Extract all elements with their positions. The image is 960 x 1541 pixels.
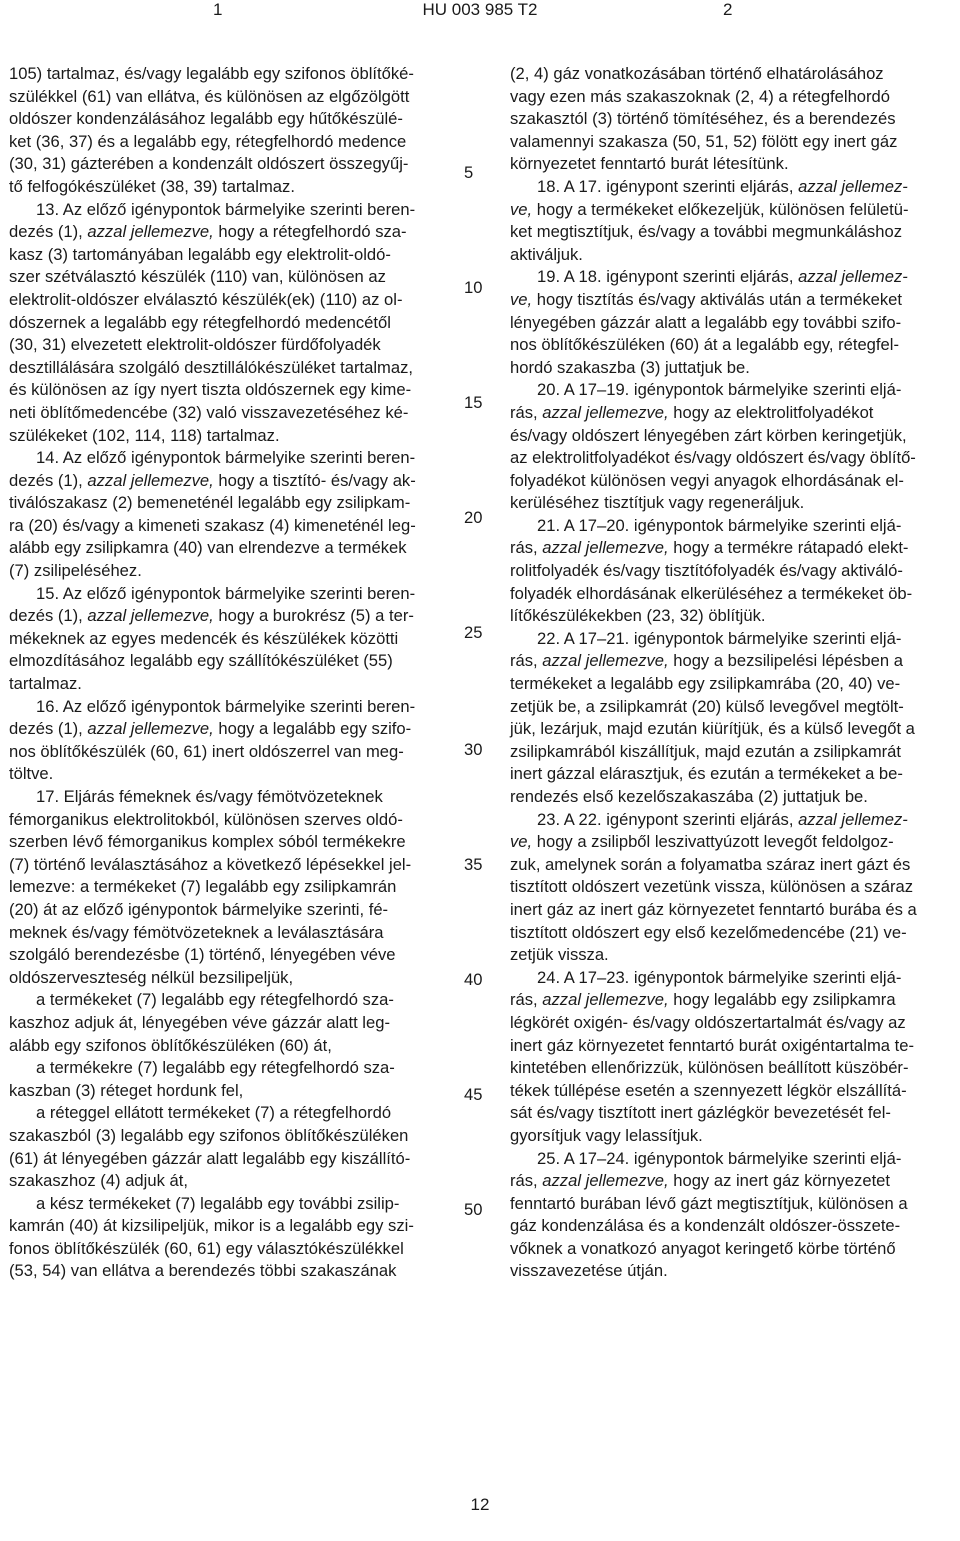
paragraph-text: 24. A 17–23. igénypontok bármelyike szerinti eljá- rás, [510,967,902,1010]
paragraph [9,199,449,448]
paragraph-text: hogy a tisztító- és/vagy ak- tiválószakasz (2) bemeneténél legalább egy zsilipkam- ra (20) és/vagy a kimeneti szakasz (4) kimeneténél leg- alább egy zsilipkamra (40) van elrendezve a termékek (7) zsilipeléséhez. [9,470,416,581]
line-number: 5 [464,163,474,182]
line-number: 50 [464,1200,483,1219]
line-number: 45 [464,1085,483,1104]
paragraph-text: 17. Eljárás fémeknek és/vagy fémötvözeteknek fémorganikus elektrolitokból, különösen szerves oldó- szerben lévő fémorganikus komplex sóból termékekre (7) történő leválasztásához a következő lépésekkel jel- lemezve: a termékeket (7) legalább egy zsilipkamrán (20) át az előző igénypontok bármelyike szerinti, fé- meknek és/vagy fémötvözeteknek a leválasztására szolgáló berendezésbe (1) történő, lényegében véve oldószerveszteség nélkül bezsilipeljük, [9,787,412,987]
paragraph-text: 13. Az előző igénypontok bármelyike szerinti beren- dezés (1), [9,199,416,242]
paragraph-text: 105) tartalmaz, és/vagy legalább egy szifonos öblítőké- szülékkel (61) van ellátva, és különösen az elgőzölgött oldószer kondenzálásához legalább egy hűtőkészülé- ket (36, 37) és a legalább egy, rétegfelhordó medence (30, 31) gázterében a kondenzált oldószert összegyűj- tő felfogókészüléket (38, 39) tartalmaz. [9,64,414,196]
claim-characterizing-phrase: azzal jellemezve, [542,990,669,1010]
paragraph-text: 18. A 17. igénypont szerinti eljárás, [537,176,799,196]
paragraph-text: 14. Az előző igénypontok bármelyike szerinti beren- dezés (1), [9,448,416,490]
line-number: 20 [464,508,483,527]
paragraph-text: 22. A 17–21. igénypontok bármelyike szerinti eljá- rás, [510,628,902,671]
paragraph-text: hogy a termékeket előkezeljük, különösen felületü- ket megtisztítjuk, és/vagy a további megmunkáláshoz aktiváljuk. [510,199,909,264]
paragraph-text: hogy a rétegfelhordó sza- kasz (3) tartományában legalább egy elektrolit-oldó- szer szétválasztó készülék (110) van, különösen az elektrolit-oldószer elválasztó készülék(ek) (110) az ol- dószernek a legalább egy rétegfelhordó medencétől (30, 31) elvezetett elektrolit-oldószer fürdőfolyadék desztillálására szolgáló desztillálókészüléket tartalmaz, és különösen az így nyert tiszta oldószernek egy kime- neti öblítőmedencébe (32) való visszavezetéséhez ké- szülékeket (102, 114, 118) tartalmaz. [9,222,413,445]
paragraph [510,628,955,809]
paragraph-text: hogy a bezsilipelési lépésben a termékeket a legalább egy zsilipkamrába (20, 40) ve- zetjük be, a zsilipkamrát (20) külső levegővel megtölt- jük, lezárjuk, majd ezután kiürítjük, és a külső levegőt a zsilipkamrából kiszállítjuk, majd ezután a zsilipkamrát inert gázzal elárasztjuk, és ezután a termékeket a be- rendezés első kezelőszakaszába (2) juttatjuk be. [510,651,915,806]
paragraph [9,696,449,786]
paragraph-text: 21. A 17–20. igénypontok bármelyike szerinti eljá- rás, [510,515,902,558]
paragraph [510,515,955,628]
paragraph-text: hogy a legalább egy szifo- nos öblítőkészülék (60, 61) inert oldószerrel van meg- töltve. [9,719,412,784]
paragraph [510,1148,955,1284]
paragraph-text: hogy a zsilipből leszivattyúzott levegőt feldolgoz- zuk, amelynek során a folyamatba száraz inert gázt és tisztított oldószert vezetünk vissza, különösen a száraz inert gáz az inert gáz környezetet fenntartó burába és a tisztított oldószert egy első kezelőmedencébe (21) ve- zetjük vissza. [510,832,917,965]
paragraph [510,176,955,266]
line-number: 10 [464,278,483,297]
header-document-id: HU 003 985 T2 [422,0,538,19]
header-left-page-number: 1 [213,0,223,19]
paragraph [510,809,955,967]
claim-characterizing-phrase: azzal jellemezve, [87,606,214,626]
paragraph [9,1057,449,1102]
paragraph [510,63,955,176]
paragraph-text: 20. A 17–19. igénypontok bármelyike szerinti eljá- rás, [510,380,902,422]
paragraph [510,967,955,1148]
paragraph-text: hogy a burokrész (5) a ter- mékeknek az egyes medencék és készülékek közötti elmozdításához legalább egy szállítókészüléket (55) tartalmaz. [9,606,414,694]
line-number: 25 [464,623,483,642]
claim-characterizing-phrase: azzal jellemezve, [87,222,214,242]
claim-characterizing-phrase: azzal jellemez- ve, [510,267,908,309]
claim-characterizing-phrase: azzal jellemezve, [87,470,214,490]
paragraph-text: 15. Az előző igénypontok bármelyike szerinti beren- dezés (1), [9,583,416,626]
paragraph-text: 25. A 17–24. igénypontok bármelyike szerinti eljá- rás, [510,1148,902,1191]
header-right-page-number: 2 [723,0,733,19]
paragraph-text: 19. A 18. igénypont szerinti eljárás, [537,267,799,287]
paragraph-text: hogy tisztítás és/vagy aktiválás után a termékeket lényegében gázzár alatt a legalább egy további szifo- nos öblítőkészüléken (60) át a legalább egy, rétegfel- hordó szakaszba (3) juttatjuk be. [510,289,902,377]
footer-page-number: 12 [470,1495,490,1514]
paragraph [9,447,449,583]
claim-characterizing-phrase: azzal jellemezve, [542,1171,669,1191]
line-number: 30 [464,740,483,759]
right-text-column [510,63,955,1283]
line-number: 35 [464,855,483,874]
claim-characterizing-phrase: azzal jellemezve, [542,651,669,671]
claim-characterizing-phrase: azzal jellemez- ve, [510,809,908,852]
paragraph [9,583,449,696]
line-number: 15 [464,393,483,412]
claim-characterizing-phrase: azzal jellemezve, [542,402,669,422]
paragraph-text: (2, 4) gáz vonatkozásában történő elhatárolásához vagy ezen más szakaszoknak (2, 4) a rétegfelhordó szakasztól (3) történő tömítéséhez, és a berendezés valamennyi szakasza (50, 51, 52) fölött egy inert gáz környezetet fenntartó burát létesítünk. [510,64,898,174]
line-number: 40 [464,970,483,989]
paragraph-text: 23. A 22. igénypont szerinti eljárás, [537,809,799,829]
paragraph [9,989,449,1057]
paragraph-text: a kész termékeket (7) legalább egy további zsilip- kamrán (40) át kizsilipeljük, mikor is a legalább egy szi- fonos öblítőkészülék (60, 61) egy választókészülékkel (53, 54) van ellátva a berendezés többi szakaszának [9,1193,414,1281]
paragraph [9,63,449,199]
claim-characterizing-phrase: azzal jellemez- ve, [510,176,908,219]
paragraph-text: a réteggel ellátott termékeket (7) a rétegfelhordó szakaszból (3) legalább egy szifonos öblítőkészüléken (61) át lényegében gázzár alatt legalább egy kiszállító- szakaszhoz (4) adjuk át, [9,1103,411,1191]
paragraph [9,786,449,989]
paragraph [510,266,955,379]
paragraph [9,1193,449,1283]
paragraph-text: hogy a termékre rátapadó elekt- rolitfolyadék és/vagy tisztítófolyadék és/vagy aktiváló- folyadék elhordásának elkerüléséhez a termékeket öb- lítőkészülékekben (23, 32) öblítjük. [510,538,913,626]
paragraph [9,1102,449,1192]
paragraph-text: 16. Az előző igénypontok bármelyike szerinti beren- dezés (1), [9,696,416,739]
claim-characterizing-phrase: azzal jellemezve, [542,538,669,558]
paragraph-text: hogy az elektrolitfolyadékot és/vagy oldószert lényegében zárt körben keringetjük, az elektrolitfolyadékot és/vagy oldószert és/vagy öblítő- folyadékot különösen vegyi anyagok elhordásának el- kerüléséhez tisztítjuk vagy regeneráljuk. [510,402,916,513]
left-text-column [9,63,449,1283]
claim-characterizing-phrase: azzal jellemezve, [87,719,214,739]
paragraph-text: a termékekre (7) legalább egy rétegfelhordó sza- kaszban (3) réteget hordunk fel, [9,1058,395,1100]
paragraph-text: hogy legalább egy zsilipkamra légkörét oxigén- és/vagy oldószertartalmát és/vagy az inert gáz környezetet fenntartó burát oxigéntartalma te- kintetében ellenőrizzük, különösen beállított küszöbér- tékek túllépése esetén a szennyezett légkör elszállítá- sát és/vagy tisztított inert gázlégkör bevezetését fel- gyorsítjuk vagy lelassítjuk. [510,990,915,1145]
paragraph [510,379,955,515]
paragraph-text: hogy az inert gáz környezetet fenntartó burában lévő gázt megtisztítjuk, különösen a gáz kondenzálása és a kondenzált oldószer-összete- vőknek a vonatkozó anyagot keringető körbe történő visszavezetése útján. [510,1171,908,1281]
paragraph-text: a termékeket (7) legalább egy rétegfelhordó sza- kaszhoz adjuk át, lényegében véve gázzár alatt leg- alább egy szifonos öblítőkészüléken (60) át, [9,990,394,1055]
